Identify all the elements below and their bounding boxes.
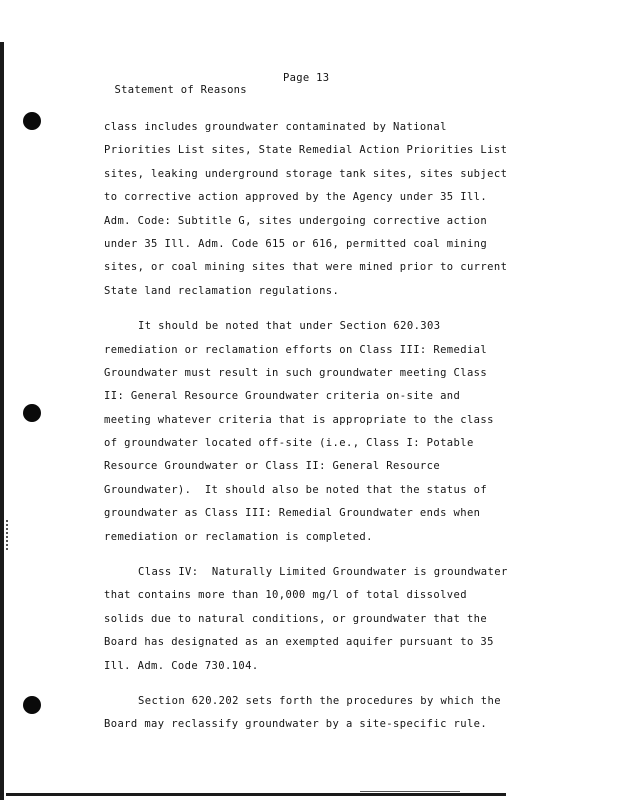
text-line: Ill. Adm. Code 730.104. xyxy=(104,659,259,672)
paragraph xyxy=(104,116,524,303)
text-line: sites, leaking underground storage tank sites, sites subject xyxy=(104,167,508,180)
scan-artifact xyxy=(6,520,10,550)
text-line: Adm. Code: Subtitle G, sites undergoing corrective action xyxy=(104,214,488,227)
text-line: sites, or coal mining sites that were mined prior to current xyxy=(104,261,508,274)
scan-left-edge xyxy=(0,42,4,800)
text-line: Board may reclassify groundwater by a site-specific rule. xyxy=(104,718,488,731)
text-line: Class IV: Naturally Limited Groundwater is groundwater xyxy=(138,566,508,579)
text-line: II: General Resource Groundwater criteria on-site and xyxy=(104,390,461,403)
text-line: remediation or reclamation efforts on Class III: Remedial xyxy=(104,343,488,356)
paragraph xyxy=(104,315,524,549)
binder-hole-icon xyxy=(23,404,41,422)
text-line: solids due to natural conditions, or groundwater that the xyxy=(104,612,488,625)
text-line: Groundwater). It should also be noted that the status of xyxy=(104,483,488,496)
text-line: that contains more than 10,000 mg/l of total dissolved xyxy=(104,589,467,602)
text-line: It should be noted that under Section 620.303 xyxy=(138,320,441,333)
text-line: remediation or reclamation is completed. xyxy=(104,530,373,543)
page-number: Page 13 xyxy=(283,72,330,84)
document-body xyxy=(104,116,524,749)
text-line: Resource Groundwater or Class II: General Resource xyxy=(104,460,441,473)
text-line: class includes groundwater contaminated by National xyxy=(104,121,447,133)
header-title: Statement of Reasons xyxy=(114,84,247,96)
text-line: Priorities List sites, State Remedial Action Priorities List xyxy=(104,144,508,157)
text-line: groundwater as Class III: Remedial Groundwater ends when xyxy=(104,507,481,520)
binder-hole-icon xyxy=(23,696,41,714)
paragraph xyxy=(104,561,524,678)
text-line: of groundwater located off-site (i.e., Class I: Potable xyxy=(104,437,474,450)
text-line: Groundwater must result in such groundwater meeting Class xyxy=(104,366,488,379)
text-line: meeting whatever criteria that is appropriate to the class xyxy=(104,413,494,426)
page-header xyxy=(88,72,330,120)
footer-rule xyxy=(6,793,506,796)
text-line: Board has designated as an exempted aquifer pursuant to 35 xyxy=(104,636,494,649)
footer-rule-thin xyxy=(360,791,460,792)
binder-hole-icon xyxy=(23,112,41,130)
text-line: Section 620.202 sets forth the procedures by which the xyxy=(138,694,501,707)
text-line: State land reclamation regulations. xyxy=(104,284,340,297)
text-line: under 35 Ill. Adm. Code 615 or 616, permitted coal mining xyxy=(104,237,488,250)
text-line: to corrective action approved by the Agency under 35 Ill. xyxy=(104,191,488,204)
paragraph xyxy=(104,690,524,737)
